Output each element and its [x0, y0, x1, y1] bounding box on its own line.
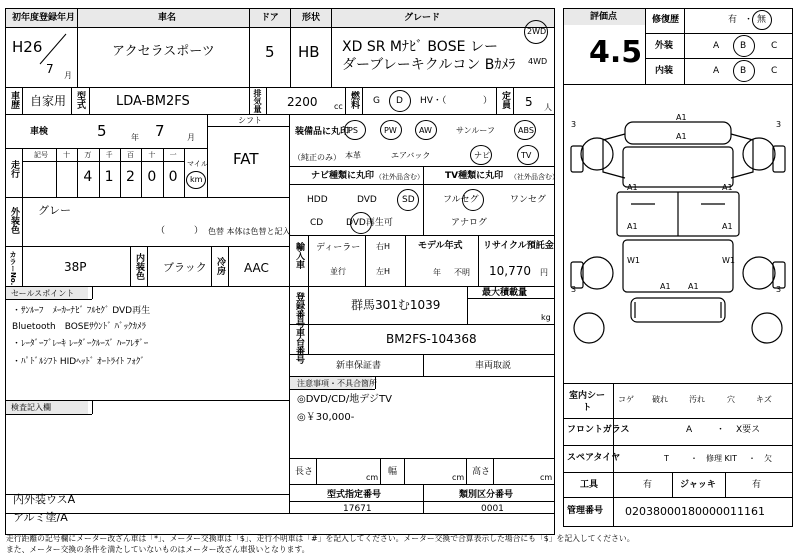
navi-title-note: （社外品含む） [375, 173, 424, 181]
shift-value: FAT [233, 150, 259, 168]
inspection-label: 車検 [30, 127, 49, 137]
navi-hdd: HDD [307, 195, 328, 205]
ac-label: 冷房 [215, 257, 225, 275]
navi-cd: CD [310, 218, 324, 228]
exterior-c: C [771, 41, 778, 51]
odometer-digit: 0 [168, 169, 178, 185]
seat-option: 穴 [727, 395, 735, 404]
damage-mark: A1 [688, 282, 699, 291]
import-label: 輸入車 [294, 242, 304, 269]
notes-line-2: ◎￥30,000- [297, 412, 355, 423]
fuel-hv: HV・（ [420, 96, 447, 106]
plate-number: 群馬301む1039 [351, 298, 441, 312]
exterior-b: B [740, 41, 747, 51]
recycle-label: リサイクル預託金 [483, 241, 554, 251]
cc-unit: cc [334, 102, 343, 111]
exterior-label: 外装 [655, 41, 674, 51]
class-number-label: 類別区分番号 [459, 490, 514, 500]
front-glass-label: フロントガラス [567, 425, 630, 435]
front-glass-a: A [686, 425, 693, 435]
body-shape: HB [298, 43, 320, 61]
damage-mark: A1 [676, 132, 687, 141]
tv-title-note: （社外品含む） [510, 173, 559, 181]
doors-label: ドア [261, 13, 279, 23]
navi-title: ナビ種類に丸印 [311, 171, 375, 181]
grade-label: グレード [404, 13, 441, 23]
plate-label: 登録番号 [294, 292, 304, 328]
interior-color: ブラック [163, 261, 207, 274]
fuel-label: 燃料 [349, 91, 359, 109]
damage-mark: W1 [722, 256, 735, 265]
kg-unit: kg [541, 313, 551, 322]
mile-label: マイル [187, 160, 208, 168]
header-row [6, 9, 554, 27]
equipment-item: エアバック [391, 151, 431, 160]
color-note: 色替 本体は色替と記入 [208, 227, 291, 236]
color-paren-open: （ [156, 226, 166, 236]
length-cm: cm [366, 473, 379, 482]
height-label: 高さ [472, 467, 491, 477]
type-number: 17671 [343, 504, 372, 514]
tools-mark: 有 [643, 480, 653, 490]
odometer-digit: 4 [83, 169, 93, 185]
seat-option: コゲ [618, 395, 634, 404]
first-reg-month-unit: 月 [64, 71, 72, 80]
first-reg-month: 7 [46, 62, 54, 76]
spare-tire-label: スペアタイヤ [567, 453, 621, 463]
seat-label: 室内シート [568, 391, 605, 413]
interior-c: C [771, 66, 778, 76]
grade-line-2: ダーブレーキクルコン Bｶﾒﾗ [342, 57, 516, 73]
odometer-digit: 2 [125, 169, 135, 185]
ac: AAC [244, 261, 269, 275]
tv-title: TV種類に丸印 [445, 171, 504, 181]
interior-label: 内装 [655, 66, 674, 76]
score-label: 評価点 [590, 12, 618, 22]
interior-a: A [713, 66, 720, 76]
inspector-line-1: 内外装ウスA [13, 493, 76, 506]
car-name: アクセラスポーツ [112, 44, 215, 59]
chassis-number: BM2FS-104368 [386, 332, 477, 346]
damage-mark: A1 [627, 222, 638, 231]
km-unit: km [190, 175, 203, 184]
equipment-item: AW [419, 126, 432, 135]
tv-analog: アナログ [451, 218, 488, 228]
odometer-unit: 千 [105, 151, 113, 159]
equipment-item: 本革 [345, 151, 361, 160]
seat-option: キズ [756, 395, 772, 404]
inspection-month-unit: 月 [187, 133, 195, 142]
color-paren-close: ） [194, 226, 204, 236]
diagram-count-bl: 3 [571, 285, 577, 294]
interior-b: B [740, 66, 747, 76]
inspection-month: 7 [155, 122, 165, 140]
diagram-count-tr: 3 [776, 120, 782, 129]
drive-4wd: 4WD [528, 57, 548, 66]
fuel-close: ） [483, 96, 493, 106]
odometer-unit: 十 [63, 151, 70, 159]
odometer-unit: 一 [169, 151, 177, 159]
repair-dot: ・ [744, 15, 754, 25]
displacement: 2200 [287, 95, 318, 109]
inspection-year-unit: 年 [131, 133, 139, 142]
jack-mark: 有 [752, 480, 762, 490]
repair-history-label: 修復歴 [652, 15, 680, 25]
equipment-item: サンルーフ [456, 126, 495, 135]
damage-mark: A1 [676, 113, 687, 122]
spare-dot2: ・ [748, 454, 756, 463]
spare-t: T [664, 454, 669, 463]
sales-line-4: ・ﾊﾟﾄﾞﾙｼﾌﾄ HIDﾍｯﾄﾞ ｵｰﾄﾗｲﾄ ﾌｫｸﾞ [12, 357, 145, 367]
equipment-item: ABS [518, 126, 534, 135]
color-no-label: カラーNo. [9, 251, 17, 286]
odometer-unit: 百 [126, 151, 134, 159]
width-cm: cm [452, 473, 465, 482]
model-year-label: モデル年式 [418, 241, 463, 251]
score-value: 4.5 [589, 35, 643, 70]
equipment-item: ナビ [474, 151, 490, 160]
car-name-label: 車名 [158, 13, 177, 23]
diagram-count-tl: 3 [571, 120, 577, 129]
shape-label: 形状 [302, 13, 321, 23]
exterior-color: グレー [38, 204, 71, 217]
sales-line-2: Bluetooth BOSEｻｳﾝﾄﾞ ﾊﾞｯｸｶﾒﾗ [12, 322, 147, 332]
odometer-unit: 十 [148, 151, 156, 159]
yen-unit: 円 [540, 268, 548, 277]
damage-mark: A1 [722, 183, 733, 192]
recycle-value: 10,770 [489, 264, 531, 278]
management-number: 02038000180000011161 [625, 505, 765, 518]
sales-points-label: セールスポイント [11, 289, 75, 298]
model-label: 型式 [75, 91, 85, 109]
usage: 自家用 [30, 94, 67, 108]
repair-no: 無 [757, 15, 767, 25]
equipment-item: TV [521, 151, 532, 160]
navi-dvd-play: DVD再生可 [346, 218, 393, 228]
damage-mark: W1 [627, 256, 640, 265]
model: LDA-BM2FS [116, 94, 190, 109]
interior-color-label: 内装色 [134, 253, 144, 280]
drive-2wd: 2WD [527, 27, 547, 36]
tv-fullseg: フルセグ [443, 195, 479, 205]
displacement-label: 排気量 [253, 89, 262, 113]
model-year-unknown: 不明 [454, 268, 470, 277]
mileage-label: 走行 [9, 160, 19, 178]
jack-label: ジャッキ [680, 480, 716, 490]
equipment-title: 装備品に丸印 [295, 127, 350, 137]
tv-oneseg: ワンセグ [510, 195, 547, 205]
diagram-count-br: 3 [776, 285, 782, 294]
odometer-digit: 0 [147, 169, 157, 185]
front-glass-dot: ・ [716, 425, 726, 435]
person-unit: 人 [544, 103, 552, 112]
management-label: 管理番号 [567, 506, 604, 516]
chassis-label: 車台番号 [294, 328, 304, 364]
notes-label: 注意事項・不具合箇所 [297, 379, 377, 388]
warranty-doc: 新車保証書 [336, 361, 382, 371]
odometer-digit: 1 [104, 169, 114, 185]
right-h: 右H [376, 242, 391, 251]
sign-label: 記号 [34, 151, 48, 159]
model-year-unit: 年 [433, 268, 441, 277]
spare-kit: 修理 KIT [706, 454, 738, 463]
odometer-unit: 万 [84, 151, 92, 159]
damage-mark: A1 [660, 282, 671, 291]
color-no: 38P [64, 260, 87, 274]
class-number: 0001 [481, 504, 504, 514]
footer-note-2: また、メーター交換の条件を満たしていないものはメーター改ざん車扱いとなります。 [6, 545, 310, 554]
seat-option: 破れ [652, 395, 668, 404]
left-h: 左H [376, 267, 391, 276]
exterior-a: A [713, 41, 720, 51]
door-count: 5 [265, 43, 275, 61]
equipment-subtitle: （純正のみ） [293, 153, 341, 162]
width-label: 幅 [388, 467, 398, 477]
sales-line-3: ・ﾚｰﾀﾞｰﾌﾞﾚｰｷ ﾚｰﾀﾞｰｸﾙｰｽﾞ ﾊｰﾌﾚｻﾞｰ [12, 339, 149, 349]
import-dealer: ディーラー [316, 243, 361, 253]
color-label: 外装色 [9, 207, 19, 234]
inspector-label: 検査記入欄 [11, 403, 51, 412]
shift-label: シフト [238, 116, 262, 125]
equipment-item: PS [348, 126, 358, 135]
notes-line-1: ◎DVD/CD/地デジTV [297, 394, 392, 405]
max-load-label: 最大積載量 [482, 288, 528, 298]
equipment-item: PW [384, 126, 397, 135]
length-label: 長さ [295, 467, 314, 477]
first-reg-era: H26 [12, 38, 43, 56]
front-glass-x: X要ス [736, 425, 761, 435]
first-reg-label: 初年度登録年月 [12, 13, 76, 23]
damage-mark: A1 [722, 222, 733, 231]
usage-label: 車歴 [9, 91, 19, 109]
spare-dot1: ・ [690, 454, 698, 463]
navi-dvd: DVD [357, 195, 377, 205]
inspector-line-2: アルミ塗/A [13, 511, 68, 524]
car-damage-diagram [565, 112, 791, 372]
spare-none: 欠 [764, 454, 772, 463]
navi-sd: SD [402, 195, 415, 205]
slash-divider [38, 32, 68, 66]
sales-line-1: ・ｻﾝﾙｰﾌ ﾒｰｶｰﾅﾋﾞ ﾌﾙｾｸﾞ DVD再生 [12, 306, 151, 316]
type-number-label: 型式指定番号 [327, 490, 382, 500]
footer-note-1: 走行距離の記号欄にメーター改ざん車は「*」、メーター交換車は「$」、走行不明車は「#」を記入してください。メーター交換で合算表示した場合にも「$」を記入してください。 [6, 534, 635, 543]
repair-yes: 有 [728, 15, 738, 25]
manual-doc: 車両取説 [475, 361, 512, 371]
inspection-year: 5 [97, 122, 107, 140]
capacity: 5 [525, 95, 533, 109]
capacity-label: 定員 [500, 91, 510, 109]
seat-option: 汚れ [689, 395, 705, 404]
import-parallel: 並行 [330, 267, 346, 276]
grade-line-1: XD SR Mﾅﾋﾞ BOSE レー [342, 39, 498, 55]
fuel-g: G [373, 96, 380, 106]
fuel-d: D [396, 96, 403, 106]
tools-label: 工具 [580, 480, 599, 490]
height-cm: cm [540, 473, 553, 482]
damage-mark: A1 [627, 183, 638, 192]
